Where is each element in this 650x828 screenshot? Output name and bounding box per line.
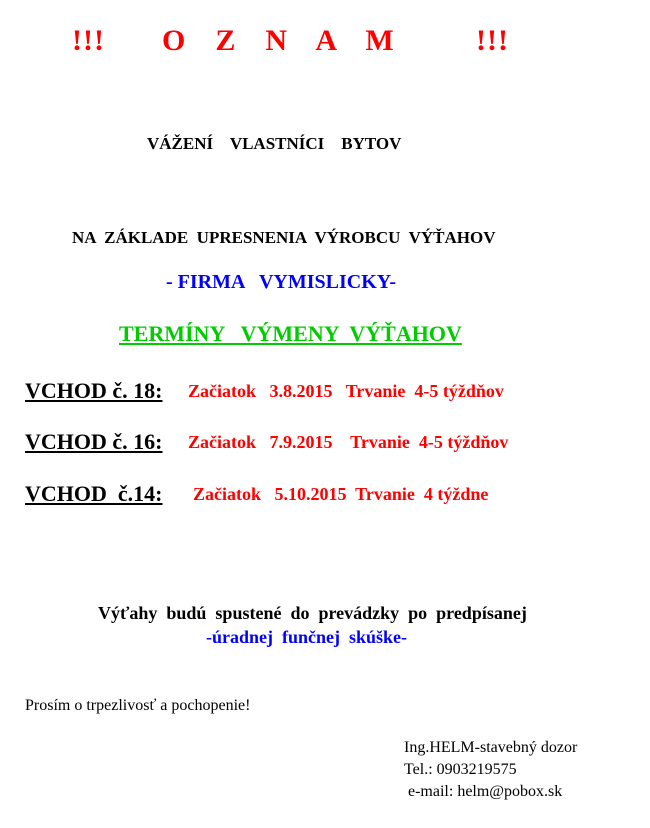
firm-line: - FIRMA VYMISLICKY- <box>166 271 397 293</box>
entrance-info: Začiatok 5.10.2015 Trvanie 4 týždne <box>193 484 489 504</box>
greeting: VÁŽENÍ VLASTNÍCI BYTOV <box>147 134 402 153</box>
signature-email: e-mail: helm@pobox.sk <box>404 783 563 800</box>
entrance-label: VCHOD č. 16: <box>25 429 163 454</box>
note-line-1: Výťahy budú spustené do prevádzky po predpísanej <box>98 603 527 623</box>
entrance-label: VCHOD č. 18: <box>25 378 163 403</box>
plea-text: Prosím o trpezlivosť a pochopenie! <box>25 697 251 714</box>
signature-name: Ing.HELM-stavebný dozor <box>404 739 578 756</box>
basis-line: NA ZÁKLADE UPRESNENIA VÝROBCU VÝŤAHOV <box>72 228 496 247</box>
entrance-info: Začiatok 3.8.2015 Trvanie 4-5 týždňov <box>188 381 504 401</box>
entrance-label: VCHOD č.14: <box>25 481 163 506</box>
entrance-info: Začiatok 7.9.2015 Trvanie 4-5 týždňov <box>188 432 509 452</box>
title-right-marks: !!! <box>476 24 509 57</box>
note-line-2: -úradnej funčnej skúške- <box>206 627 408 647</box>
terms-heading: TERMÍNY VÝMENY VÝŤAHOV <box>119 321 462 346</box>
signature-phone: Tel.: 0903219575 <box>404 761 517 778</box>
title-left-marks: !!! <box>72 24 105 57</box>
notice-title: O Z N A M <box>162 24 395 57</box>
